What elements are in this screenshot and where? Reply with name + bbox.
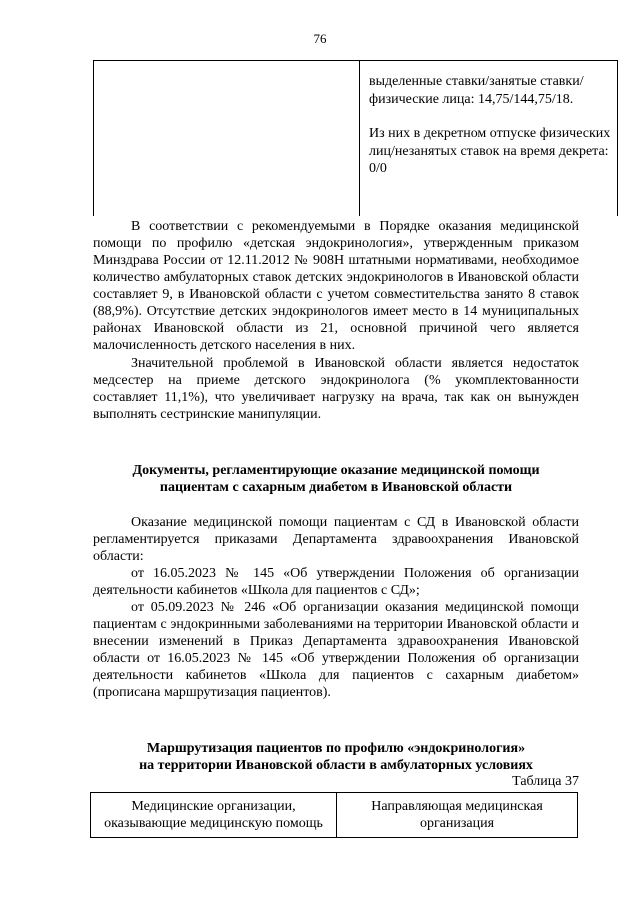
heading-line: на территории Ивановской области в амбулаторных условиях bbox=[139, 758, 533, 773]
paragraph-regulations-intro: Оказание медицинской помощи пациентам с СД в Ивановской области регламентируется приказами Департамента здравоохранения Ивановской области: bbox=[93, 515, 579, 564]
table-header-referring-organization: Направляющая медицинская организация bbox=[371, 799, 543, 831]
maternity-leave-text: Из них в декретном отпуске физических лиц/незанятых ставок на время декрета: 0/0 bbox=[369, 126, 611, 176]
paragraph-pediatric-endocrinologists: В соответствии с рекомендуемыми в Порядке оказания медицинской помощи по профилю «детская эндокринология», утвержденным приказом Минздрава России от 12.11.2012 № 908Н штатными нормативами, необходимое количество амбулаторных ставок детских эндокринологов в Ивановской области составляет 9, в Ивановской области с учетом совместительства занято 8 ставок (88,9%). Отсутствие детских эндокринологов имеет место в 14 муниципальных районах Ивановской области из 21, основной причиной чего является малочисленность детского населения в них. bbox=[93, 219, 579, 353]
heading-regulatory-documents bbox=[93, 462, 579, 496]
staffing-table-fragment bbox=[93, 60, 618, 216]
paragraph-nurse-shortage: Значительной проблемой в Ивановской области является недостаток медсестер на приеме детского эндокринолога (% укомплектованности составляет 11,1%), что увеличивает нагрузку на врача, так как он вынужден выполнять сестринские манипуляции. bbox=[93, 356, 579, 422]
table-header-medical-organizations: Медицинские организации, оказывающие медицинскую помощь bbox=[91, 793, 337, 837]
table-cell-staffing bbox=[369, 73, 614, 178]
heading-line: пациентам с сахарным диабетом в Ивановской области bbox=[159, 480, 513, 495]
page-number: 76 bbox=[313, 31, 327, 46]
paragraph-order-145: от 16.05.2023 № 145 «Об утверждении Положения об организации деятельности кабинетов «Школа для пациентов с СД»; bbox=[93, 566, 579, 598]
table-cell-empty bbox=[94, 61, 360, 216]
heading-patient-routing bbox=[93, 740, 579, 774]
table-caption: Таблица 37 bbox=[512, 774, 579, 789]
heading-line: Маршрутизация пациентов по профилю «эндокринология» bbox=[146, 741, 526, 756]
heading-line: Документы, регламентирующие оказание медицинской помощи bbox=[132, 463, 540, 478]
section-regulations-text bbox=[93, 514, 579, 701]
staffing-rates-text: выделенные ставки/занятые ставки/физические лица: 14,75/144,75/18. bbox=[369, 74, 584, 107]
routing-table bbox=[90, 792, 578, 838]
section-staffing-text bbox=[93, 218, 579, 423]
paragraph-order-246: от 05.09.2023 № 246 «Об организации оказания медицинской помощи пациентам с эндокринными заболеваниями на территории Ивановской области и внесении изменений в Приказ Департамента здравоохранения Ивановской области от 16.05.2023 № 145 «Об утверждении Положения об организации деятельности кабинетов «Школа для пациентов с сахарным диабетом» (прописана маршрутизация пациентов). bbox=[93, 600, 579, 700]
